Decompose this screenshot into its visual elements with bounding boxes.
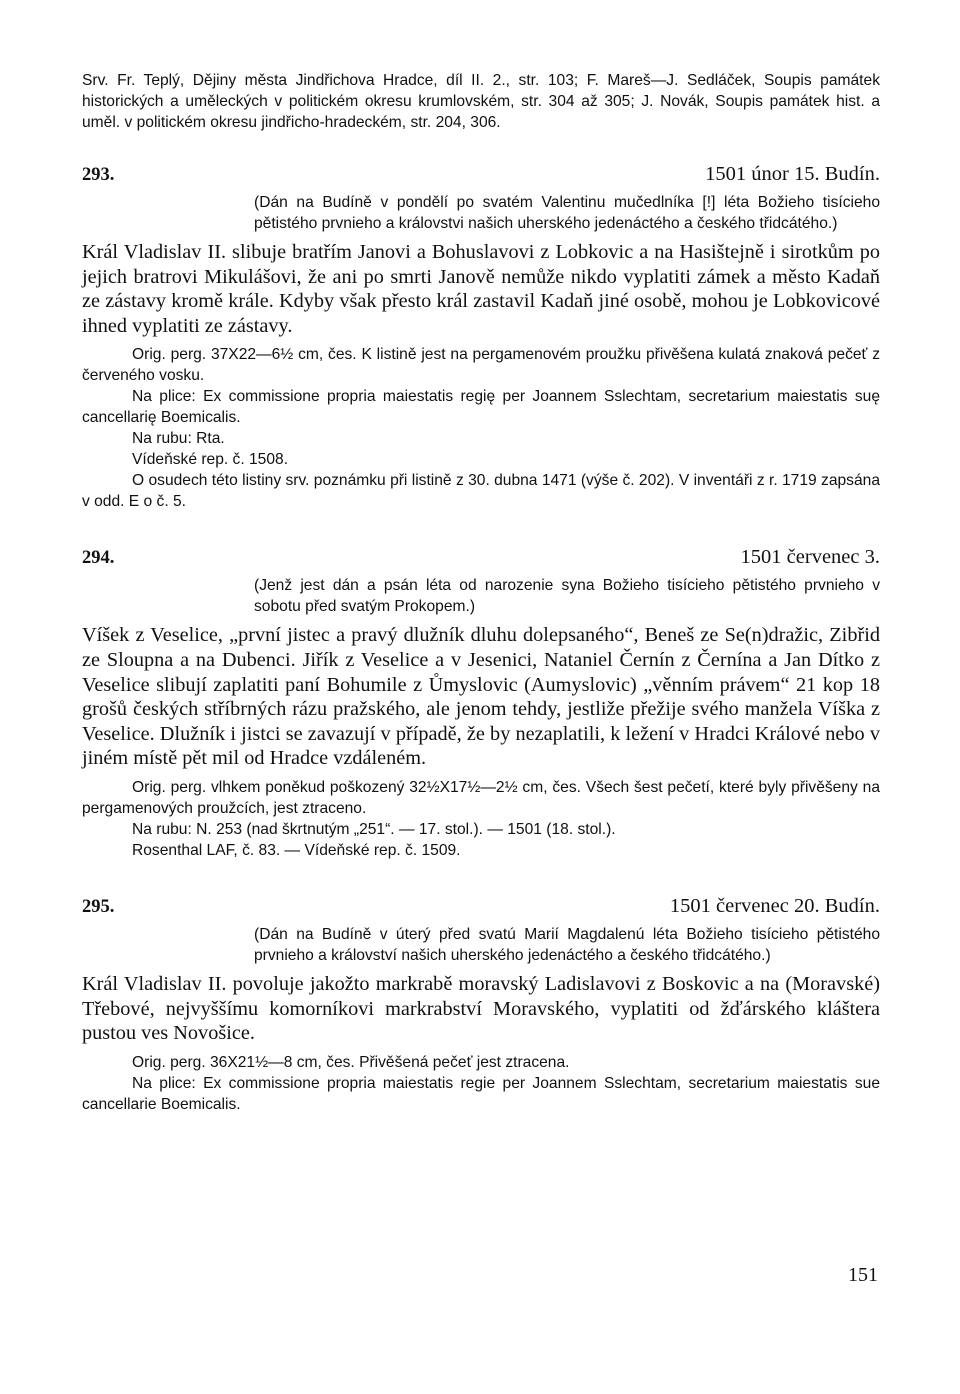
intro-reference-note: Srv. Fr. Teplý, Dějiny města Jindřichova Hradce, díl II. 2., str. 103; F. Mareš—J. Sedláček, Soupis památek historických a uměleckých v politickém okresu krumlovském, str. 304 až 305; J. Novák, Soupis památek hist. a uměl. v politickém okresu jindřicho-hradeckém, str. 204, 306. bbox=[82, 72, 880, 131]
page bbox=[82, 70, 880, 1115]
note-plica: Na plice: Ex commissione propria maiestatis regię per Joannem Sslechtam, secretarium maiestatis suę cancellarię Boemicalis. bbox=[82, 388, 880, 427]
entry-295-header bbox=[82, 895, 880, 918]
entry-number: 294. bbox=[82, 548, 115, 569]
page-number: 151 bbox=[848, 1264, 878, 1286]
entry-293-header bbox=[82, 163, 880, 186]
entry-dating-clause: (Dán na Budíně v pondělí po svatém Valentinu mučedlníka [!] léta Božieho tisícieho pětistého prvnieho a královstvi našich uherského jedenáctého a českého třidcátého.) bbox=[254, 194, 880, 232]
entry-294-header bbox=[82, 546, 880, 569]
entry-number: 295. bbox=[82, 896, 115, 917]
note-original: Orig. perg. vlhkem poněkud poškozený 32½X17½—2½ cm, čes. Všech šest pečetí, které byly přivěšeny na pergamenových proužcích, jest ztraceno. bbox=[82, 778, 880, 817]
note-literature: Rosenthal LAF, č. 83. — Vídeňské rep. č. 1509. bbox=[132, 841, 461, 859]
entry-dating-clause: (Jenž jest dán a psán léta od narozenie syna Božieho tisícieho pětistého prvnieho v sobotu před svatým Prokopem.) bbox=[254, 577, 880, 616]
entry-number: 293. bbox=[82, 165, 115, 185]
entry-dating-clause: (Dán na Budíně v úterý před svatú Marií Magdalenú léta Božieho tisícieho pětistého prvnieho a království našich uherského jedenáctého a českého třidcátého.) bbox=[254, 925, 880, 964]
note-original: Orig. perg. 37X22—6½ cm, čes. K listině jest na pergamenovém proužku přivěšena kulatá znaková pečeť z červeného vosku. bbox=[82, 346, 880, 385]
note-repertory: Vídeňské rep. č. 1508. bbox=[132, 451, 289, 469]
entry-notes bbox=[82, 1052, 880, 1115]
entry-regest: Víšek z Veselice, „první jistec a pravý dlužník dluhu dolepsaného“, Beneš ze Se(n)dražic, Zibřid ze Sloupna a na Dubenci. Jiřík z Veselice a v Jesenici, Nataniel Černín z Černína a Jan Dítko z Veselice slibují zaplatiti paní Bohumile z Ůmyslovic (Aumyslovic) „věnním právem“ 21 kop 18 grošů českých stříbrných rázu pražského, ale jenom tehdy, jestliže přežije svého manžela Víška z Veselice. Dlužník i jistci se zavazují v případě, že by nezaplatili, k ležení v Hradci Králové nebo v jiném místě pět mil od Hradce vzdáleném. bbox=[82, 624, 880, 770]
entry-date: 1501 červenec 3. bbox=[740, 546, 880, 569]
entry-regest: Král Vladislav II. slibuje bratřím Janovi a Bohuslavovi z Lobkovic a na Hasištejně i sirotkům po jejich bratrovi Mikulášovi, že ani po smrti Janově nemůže nikdo vyplatiti zámek a město Kadaň ze zástavy kromě krále. Kdyby však přesto král zastavil Kadaň jiné osobě, mohou je Lobkovicové ihned vyplatiti ze zástavy. bbox=[82, 241, 880, 337]
note-original: Orig. perg. 36X21½—8 cm, čes. Přivěšená pečeť jest ztracena. bbox=[132, 1053, 570, 1071]
entry-date: 1501 únor 15. Budín. bbox=[705, 163, 880, 185]
entry-notes bbox=[82, 344, 880, 512]
note-history: O osudech této listiny srv. poznámku při listině z 30. dubna 1471 (výše č. 202). V inventáři z r. 1719 zapsána v odd. E o č. 5. bbox=[82, 472, 880, 511]
entry-date: 1501 červenec 20. Budín. bbox=[669, 894, 880, 917]
note-reverse: Na rubu: N. 253 (nad škrtnutým „251“. — 17. stol.). — 1501 (18. stol.). bbox=[132, 820, 616, 838]
entry-notes bbox=[82, 777, 880, 861]
entry-regest: Král Vladislav II. povoluje jakožto markrabě moravský Ladislavovi z Boskovic a na (Moravské) Třebové, nejvyššímu komorníkovi markrabství Moravského, vyplatiti od žďárského kláštera pustou ves Novošice. bbox=[82, 972, 880, 1045]
note-reverse: Na rubu: Rta. bbox=[132, 430, 225, 448]
note-plica: Na plice: Ex commissione propria maiestatis regie per Joannem Sslechtam, secretarium maiestatis sue cancellarie Boemicalis. bbox=[82, 1074, 880, 1113]
